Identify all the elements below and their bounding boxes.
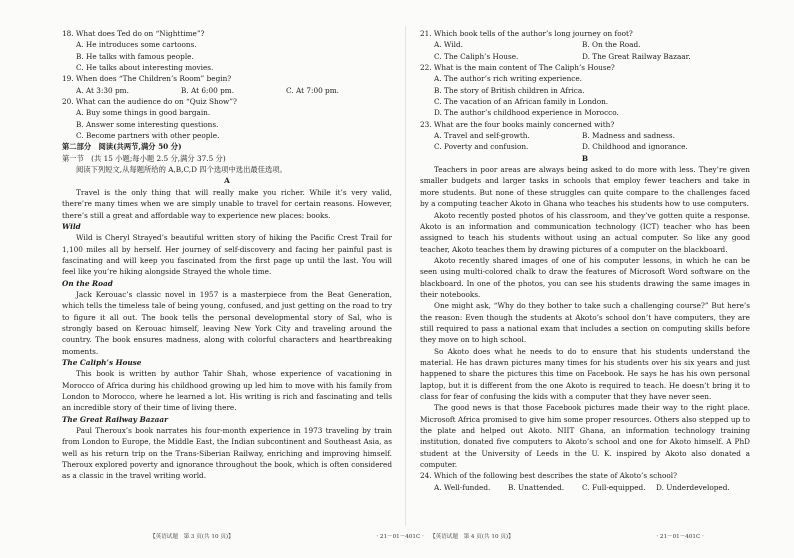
q19-option-a: A. At 3:30 pm. bbox=[76, 85, 129, 95]
q18-stem: 18. What does Ted do on “Nighttime”? bbox=[62, 29, 205, 38]
q23-options-row1 bbox=[420, 130, 750, 141]
q23-options-row2 bbox=[420, 141, 750, 152]
q20-stem: 20. What can the audience do on “Quiz Show”? bbox=[62, 97, 237, 107]
q23-option-d: D. Childhood and ignorance. bbox=[582, 142, 688, 152]
q20-option-b: B. Answer some interesting questions. bbox=[76, 119, 219, 129]
book-title-wild: Wild bbox=[62, 221, 81, 231]
q23-option-a: A. Travel and self-growth. bbox=[434, 131, 530, 141]
reading-instructions: 阅读下列短文,从每题所给的 A,B,C,D 四个选项中选出最佳选项。 bbox=[76, 165, 287, 175]
q19-stem: 19. When does “The Children’s Room” begin? bbox=[62, 74, 232, 84]
book-text-wild: Wild is Cheryl Strayed’s beautiful written story of hiking the Pacific Crest Trail for 1,100 miles all by herself. Her journey of self-discovery and facing her painful past is fascinating and will keep you fascinated from the first page up until the last. You will feel like you’re hiking alongside Strayed the whole time. bbox=[62, 233, 392, 277]
q24-option-b: B. Unattended. bbox=[508, 482, 565, 492]
q24-options bbox=[420, 482, 750, 493]
passage-b-label: B bbox=[581, 153, 589, 163]
section1-heading: 第一节 (共 15 小题;每小题 2.5 分,满分 37.5 分) bbox=[62, 153, 226, 163]
passage-a-intro: Travel is the only thing that will really make you richer. While it’s very valid, there’re many times when we are simply unable to travel for certain reasons. However, there’s still a great and affordable way to experience new places: books. bbox=[62, 187, 392, 220]
passage-b-paragraph-2: Akoto recently posted photos of his classroom, and they’ve gotten quite a response. Akoto is an information and communication technology (ICT) teacher who has been assigned to teach his students without using an actual computer. So like any good teacher, Akoto teaches them by drawing pictures of a computer on the blackboard. bbox=[420, 210, 750, 254]
q22-option-d: D. The author’s childhood experience in Morocco. bbox=[434, 108, 619, 118]
passage-b-paragraph-5: So Akoto does what he needs to do to ensure that his students understand the material. He has drawn pictures many times for his students over his six years and just happened to share the pictures this time on Facebook. He says he has his own personal laptop, but it is different from the one Akoto is required to teach. He doesn’t bring it to class for fear of confusing the kids with a computer that they have never seen. bbox=[420, 346, 750, 401]
book-title-great-railway-bazaar: The Great Railway Bazaar bbox=[62, 414, 168, 424]
q23-option-c: C. Poverty and confusion. bbox=[434, 142, 529, 152]
book-title-on-the-road: On the Road bbox=[62, 278, 113, 288]
book-text-on-the-road: Jack Kerouac’s classic novel in 1957 is a masterpiece from the Beat Generation, which tells the timeless tale of being young, confused, and just getting on the road to try to figure it all out. The book tells the personal developmental story of Sal, who is strongly based on Kerouac himself, leaving New York City and traveling around the country. The book ensures madness, along with colorful characters and heartbreaking moments. bbox=[62, 289, 392, 356]
q20-option-c: C. Become partners with other people. bbox=[76, 131, 220, 141]
book-text-great-railway-bazaar: Paul Theroux’s book narrates his four-month experience in 1973 traveling by train from London to Europe, the Middle East, the Indian subcontinent and Southeast Asia, as well as his return trip on the Trans-Siberian Railway, enriching and improving himself. Theroux explored poverty and ignorance throughout the book, which is often considered as a classic in the travel writing world. bbox=[62, 426, 392, 481]
q24-option-c: C. Full-equipped. bbox=[582, 482, 646, 492]
left-column bbox=[62, 28, 392, 482]
q18-option-b: B. He talks with famous people. bbox=[76, 51, 194, 61]
q24-option-a: A. Well-funded. bbox=[434, 482, 491, 492]
q24-stem: 24. Which of the following best describes the state of Akoto’s school? bbox=[420, 471, 677, 481]
q23-stem: 23. What are the four books mainly concerned with? bbox=[420, 119, 615, 129]
q21-options-row2 bbox=[420, 51, 750, 62]
footer-right: 【英语试题 第 4 页(共 10 页)】 · 21－01－401C · bbox=[430, 534, 704, 540]
q23-option-b: B. Madness and sadness. bbox=[582, 131, 675, 141]
q19-options bbox=[62, 85, 392, 96]
q20-option-a: A. Buy some things in good bargain. bbox=[76, 108, 211, 118]
passage-b-paragraph-6: The good news is that those Facebook pictures made their way to the right place. Microsoft Africa promised to give him some proper resources. Others also stepped up to the plate and helped out Akoto. NIIT Ghana, an information technology training institution, donated five computers to Akoto’s school and one for Akoto himself. A PhD student at the University of Leeds in the U. K. inspired by Akoto also donated a computer. bbox=[420, 403, 750, 470]
q21-stem: 21. Which book tells of the author’s long journey on foot? bbox=[420, 29, 633, 38]
footer-left: 【英语试题 第 3 页(共 10 页)】 · 21－01－401C · bbox=[150, 534, 424, 540]
right-column bbox=[420, 28, 750, 493]
passage-a-label: A bbox=[224, 176, 230, 186]
q22-stem: 22. What is the main content of The Caliph’s House? bbox=[420, 63, 615, 73]
column-divider bbox=[405, 26, 406, 526]
book-text-caliphs-house: This book is written by author Tahir Shah, whose experience of vacationing in Morocco of Africa during his childhood growing up led him to move with his family from London to Morocco, where he learned a lot. His writing is rich and fascinating and tells an incredible story of their time of living there. bbox=[62, 369, 392, 413]
passage-b-paragraph-4: One might ask, “Why do they bother to take such a challenging course?” But here’s the reason: Even though the students at Akoto’s school don’t have computers, they are still required to pass a national exam that includes a section on computing skills before they move on to high school. bbox=[420, 301, 750, 345]
q21-option-c: C. The Caliph’s House. bbox=[434, 51, 519, 61]
book-title-caliphs-house: The Caliph’s House bbox=[62, 357, 142, 367]
passage-b-paragraph-1: Teachers in poor areas are always being asked to do more with less. They’re given smaller budgets and larger tasks in schools that employ fewer teachers and take in more students. But none of these struggles can quite compare to the challenges faced by a computing teacher Akoto in Ghana who teaches his students how to use computers. bbox=[420, 165, 750, 209]
q22-option-c: C. The vacation of an African family in London. bbox=[434, 97, 609, 107]
q21-option-b: B. On the Road. bbox=[582, 40, 641, 50]
q22-option-a: A. The author’s rich writing experience. bbox=[434, 74, 582, 84]
q18-option-c: C. He talks about interesting movies. bbox=[76, 63, 214, 73]
q19-option-b: B. At 6:00 pm. bbox=[181, 85, 235, 95]
q22-option-b: B. The story of British children in Africa. bbox=[434, 85, 585, 95]
q21-option-a: A. Wild. bbox=[434, 40, 463, 50]
q18-option-a: A. He introduces some cartoons. bbox=[76, 40, 197, 50]
passage-b-paragraph-3: Akoto recently shared images of one of his computer lessons, in which he can be seen using multi-colored chalk to draw the features of Microsoft Word software on the blackboard. In one of the photos, you can see his students drawing the same images in their notebooks. bbox=[420, 255, 750, 299]
part2-heading: 第二部分 阅读(共两节,满分 50 分) bbox=[62, 142, 182, 152]
q21-options-row1 bbox=[420, 39, 750, 50]
q24-option-d: D. Underdeveloped. bbox=[656, 482, 730, 492]
q19-option-c: C. At 7:00 pm. bbox=[286, 85, 339, 95]
q21-option-d: D. The Great Railway Bazaar. bbox=[582, 51, 691, 61]
